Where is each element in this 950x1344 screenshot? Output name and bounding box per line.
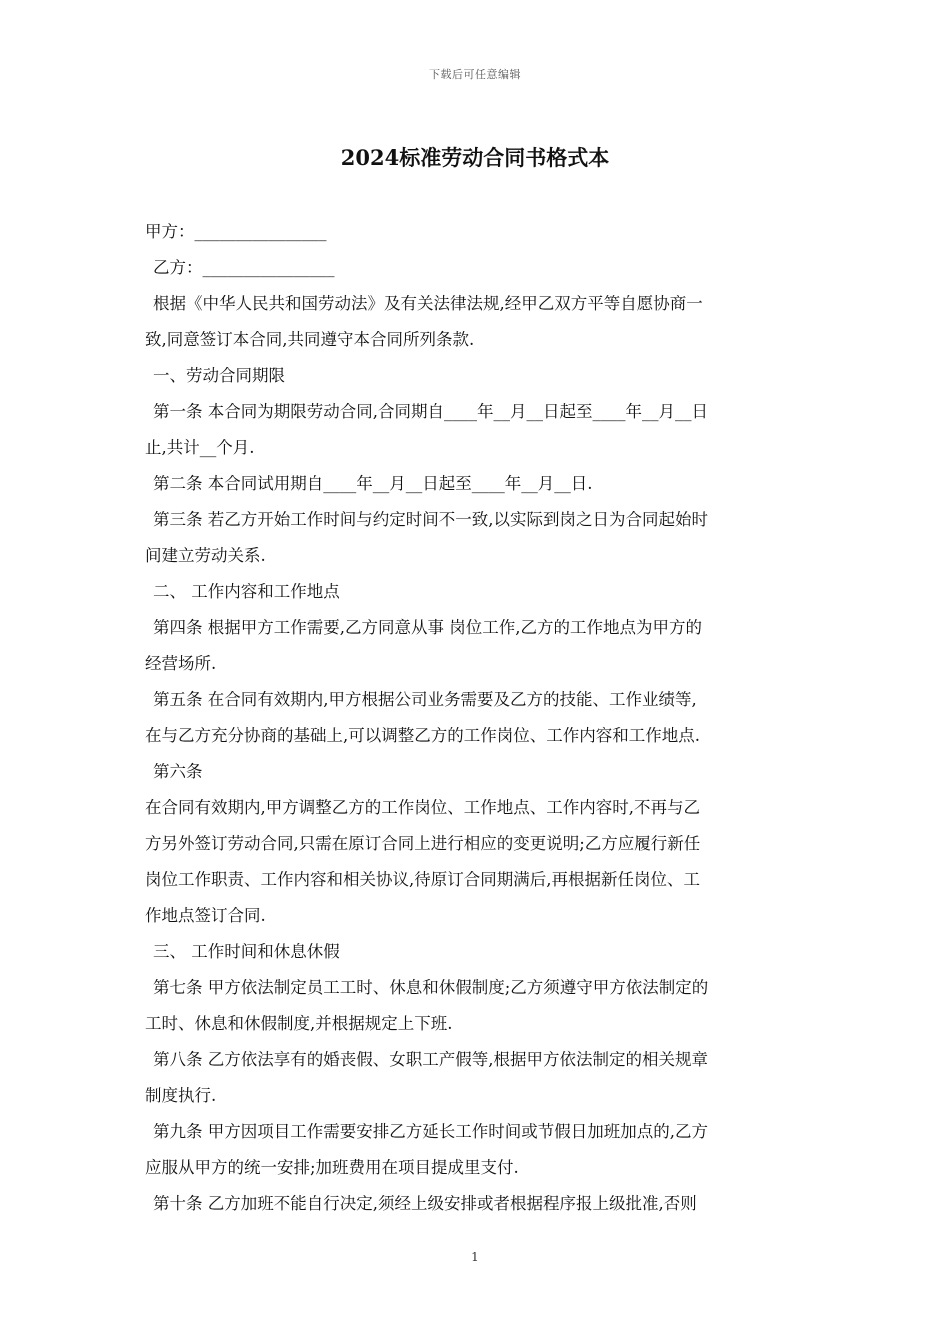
article-10-line-1: 第十条 乙方加班不能自行决定,须经上级安排或者根据程序报上级批准,否则	[153, 1194, 697, 1213]
preamble-line-2: 致,同意签订本合同,共同遵守本合同所列条款.	[145, 330, 475, 349]
article-6-line-4: 作地点签订合同.	[145, 906, 266, 925]
section-heading-3: 三、 工作时间和休息休假	[153, 942, 340, 961]
party-a-blank: ________________	[194, 222, 327, 241]
page-number: 1	[471, 1250, 479, 1264]
party-a-line	[145, 214, 809, 250]
article-1-line-2: 止,共计__个月.	[145, 438, 255, 457]
article-9-line-2: 应服从甲方的统一安排;加班费用在项目提成里支付.	[145, 1158, 519, 1177]
section-heading-1: 一、劳动合同期限	[153, 366, 285, 385]
article-9-line-1: 第九条 甲方因项目工作需要安排乙方延长工作时间或节假日加班加点的,乙方	[153, 1122, 708, 1141]
article-4-line-2: 经营场所.	[145, 654, 217, 673]
party-b-blank: ________________	[202, 258, 335, 277]
page-header-note: 下载后可任意编辑	[429, 68, 521, 81]
document-title: 2024标准劳动合同书格式本	[340, 145, 610, 170]
article-5-line-1: 第五条 在合同有效期内,甲方根据公司业务需要及乙方的技能、工作业绩等,	[153, 690, 697, 709]
article-7-line-1: 第七条 甲方依法制定员工工时、休息和休假制度;乙方须遵守甲方依法制定的	[153, 978, 709, 997]
section-heading-2: 二、 工作内容和工作地点	[153, 582, 340, 601]
party-b-line	[145, 250, 809, 286]
article-6-line-1: 在合同有效期内,甲方调整乙方的工作岗位、工作地点、工作内容时,不再与乙	[145, 798, 700, 817]
article-4-line-1: 第四条 根据甲方工作需要,乙方同意从事 岗位工作,乙方的工作地点为甲方的	[153, 618, 702, 637]
article-7-line-2: 工时、休息和休假制度,并根据规定上下班.	[145, 1014, 453, 1033]
party-b-label: 乙方：	[153, 258, 203, 277]
article-6-line-3: 岗位工作职责、工作内容和相关协议,待原订合同期满后,再根据新任岗位、工	[145, 870, 700, 889]
article-3-line-1: 第三条 若乙方开始工作时间与约定时间不一致,以实际到岗之日为合同起始时	[153, 510, 708, 529]
article-1-line-1: 第一条 本合同为期限劳动合同,合同期自____年__月__日起至____年__月__日	[153, 402, 708, 421]
party-a-label: 甲方：	[145, 222, 195, 241]
article-3-line-2: 间建立劳动关系.	[145, 546, 266, 565]
article-6-line-2: 方另外签订劳动合同,只需在原订合同上进行相应的变更说明;乙方应履行新任	[145, 834, 701, 853]
article-2-line-1: 第二条 本合同试用期自____年__月__日起至____年__月__日.	[153, 474, 593, 493]
article-8-line-2: 制度执行.	[145, 1086, 217, 1105]
article-5-line-2: 在与乙方充分协商的基础上,可以调整乙方的工作岗位、工作内容和工作地点.	[145, 726, 700, 745]
article-6-heading: 第六条	[153, 762, 203, 781]
document-body	[145, 214, 809, 1222]
preamble-line-1: 根据《中华人民共和国劳动法》及有关法律法规,经甲乙双方平等自愿协商一	[153, 294, 703, 313]
article-8-line-1: 第八条 乙方依法享有的婚丧假、女职工产假等,根据甲方依法制定的相关规章	[153, 1050, 708, 1069]
